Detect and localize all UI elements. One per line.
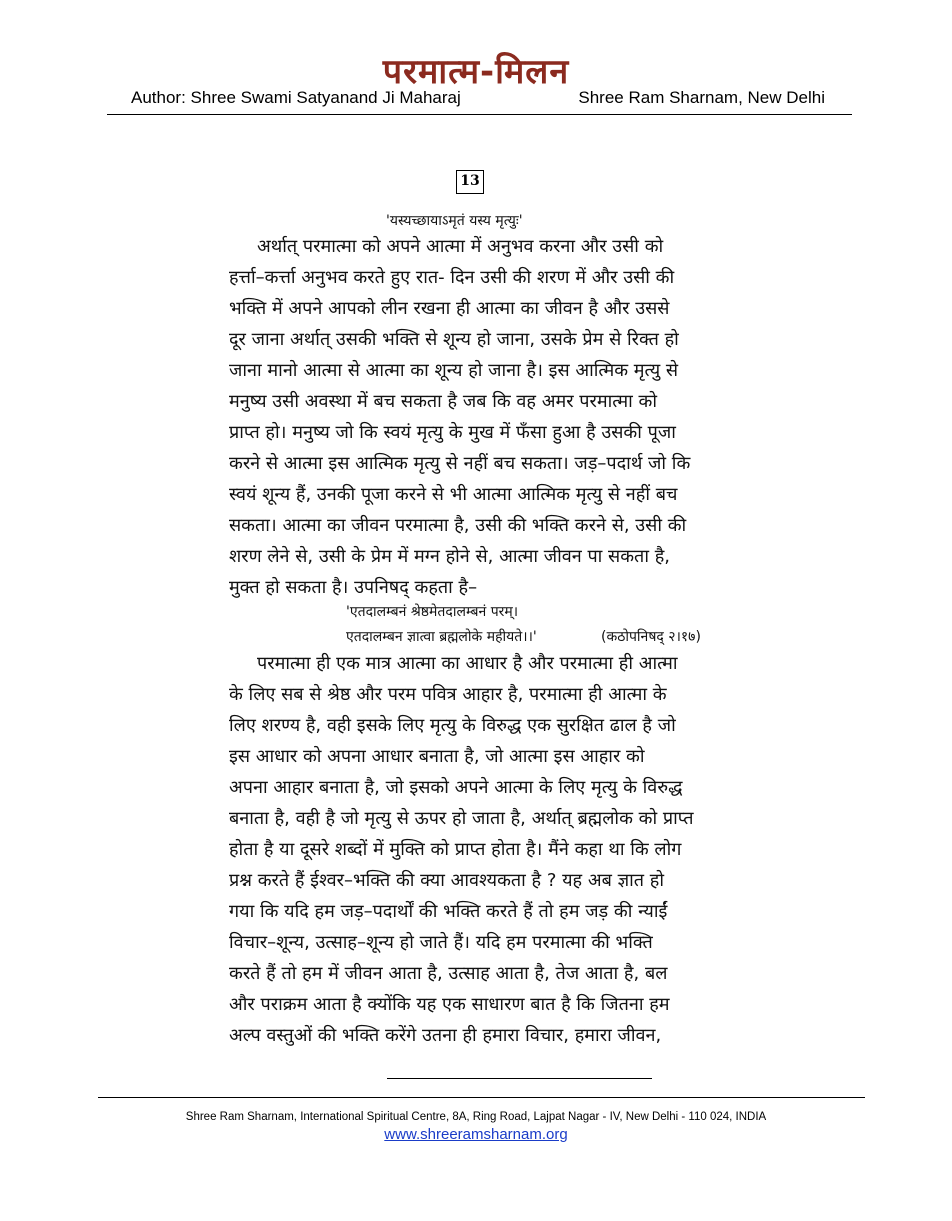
paragraph2-line: इस आधार को अपना आधार बनाता है, जो आत्मा इस आहार को [229,746,645,767]
quote-line: 'एतदालम्बनं श्रेष्ठमेतदालम्बनं परम्। [346,604,519,620]
paragraph1-line: सकता। आत्मा का जीवन परमात्मा है, उसी की भक्ति करने से, उसी की [229,515,687,536]
publisher-line: Shree Ram Sharnam, New Delhi [578,88,825,107]
paragraph1-line: भक्ति में अपने आपको लीन रखना ही आत्मा का जीवन है और उससे [229,298,670,319]
paragraph2-line: गया कि यदि हम जड़–पदार्थों की भक्ति करते हैं तो हम जड़ की न्याईं [229,901,668,922]
paragraph1-line: करने से आत्मा इस आत्मिक मृत्यु से नहीं बच सकता। जड़–पदार्थ जो कि [229,453,691,474]
footer-rule [98,1097,865,1098]
epigraph: 'यस्यच्छायाऽमृतं यस्य मृत्युः' [386,213,523,229]
paragraph1-line: जाना मानो आत्मा से आत्मा का शून्य हो जाना है। इस आत्मिक मृत्यु से [229,360,679,381]
footer-address: Shree Ram Sharnam, International Spiritual Centre, 8A, Ring Road, Lajpat Nagar - IV, New Delhi - 110 024, INDIA [185,1111,767,1123]
author-line: Author: Shree Swami Satyanand Ji Maharaj [131,88,461,107]
paragraph2-line: करते हैं तो हम में जीवन आता है, उत्साह आता है, तेज आता है, बल [229,963,668,984]
paragraph1-line: मुक्त हो सकता है। उपनिषद् कहता है– [229,577,478,598]
footer-rule-top [387,1078,652,1079]
paragraph2-line: के लिए सब से श्रेष्ठ और परम पवित्र आहार है, परमात्मा ही आत्मा के [229,684,667,705]
paragraph2-line: अल्प वस्तुओं की भक्ति करेंगे उतना ही हमारा विचार, हमारा जीवन, [229,1025,662,1046]
paragraph1-line: शरण लेने से, उसी के प्रेम में मग्न होने से, आत्मा जीवन पा सकता है, [229,546,670,567]
paragraph2-line: अपना आहार बनाता है, जो इसको अपने आत्मा के लिए मृत्यु के विरुद्ध [229,777,683,798]
paragraph2-line: लिए शरण्य है, वही इसके लिए मृत्यु के विरुद्ध एक सुरक्षित ढाल है जो [229,715,676,736]
paragraph1-line: दूर जाना अर्थात् उसकी भक्ति से शून्य हो जाना, उसके प्रेम से रिक्त हो [229,329,679,350]
paragraph2-line: और पराक्रम आता है क्योंकि यह एक साधारण बात है कि जितना हम [229,994,670,1015]
paragraph2-line: होता है या दूसरे शब्दों में मुक्ति को प्राप्त होता है। मैंने कहा था कि लोग [229,839,682,860]
paragraph1-line: मनुष्य उसी अवस्था में बच सकता है जब कि वह अमर परमात्मा को [229,391,657,412]
paragraph1-line: स्वयं शून्य हैं, उनकी पूजा करने से भी आत्मा आत्मिक मृत्यु से नहीं बच [229,484,678,505]
paragraph2-line: बनाता है, वही है जो मृत्यु से ऊपर हो जाता है, अर्थात् ब्रह्मलोक को प्राप्त [229,808,694,829]
paragraph2-line: परमात्मा ही एक मात्र आत्मा का आधार है और परमात्मा ही आत्मा [257,653,678,674]
quote-source: (कठोपनिषद् २।१७) [601,629,701,645]
paragraph1-line: हर्त्ता–कर्त्ता अनुभव करते हुए रात- दिन उसी की शरण में और उसी की [229,267,675,288]
paragraph1-line: प्राप्त हो। मनुष्य जो कि स्वयं मृत्यु के मुख में फँसा हुआ है उसकी पूजा [229,422,676,443]
paragraph1-line: अर्थात् परमात्मा को अपने आत्मा में अनुभव करना और उसी को [257,236,664,257]
document-title: परमात्म-मिलन [382,52,570,92]
page-number-box: 13 [456,170,484,194]
paragraph2-line: विचार–शून्य, उत्साह–शून्य हो जाते हैं। यदि हम परमात्मा की भक्ति [229,932,653,953]
website-link[interactable]: www.shreeramsharnam.org [384,1126,568,1143]
quote-line: एतदालम्बन ज्ञात्वा ब्रह्मलोके महीयते।।' [346,629,537,645]
header-rule [107,114,852,115]
paragraph2-line: प्रश्न करते हैं ईश्वर–भक्ति की क्या आवश्यकता है ? यह अब ज्ञात हो [229,870,664,891]
